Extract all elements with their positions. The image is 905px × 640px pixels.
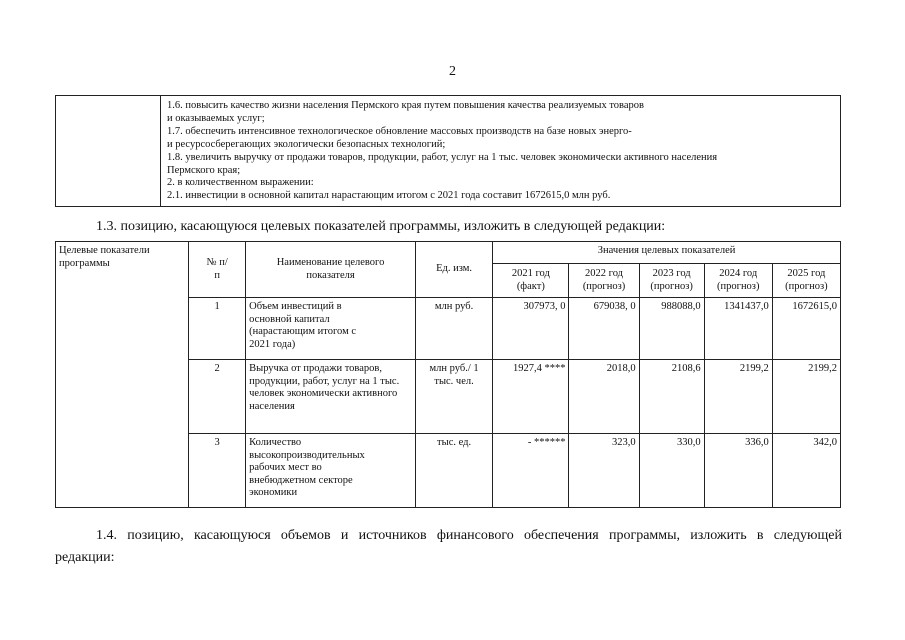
- goal-line: Пермского края;: [167, 164, 241, 176]
- goal-line: 1.7. обеспечить интенсивное технологическое обновление массовых производств на базе новых энерго-: [167, 125, 632, 137]
- header-unit: Ед. изм.: [415, 242, 492, 298]
- row-value-2024: 1341437,0: [704, 298, 772, 360]
- empty-label-cell: [56, 96, 161, 207]
- page-number: 2: [449, 64, 456, 79]
- row-num: 2: [189, 360, 246, 434]
- goal-line: 2.1. инвестиции в основной капитал нарастающим итогом с 2021 года составит 1672615,0 млн руб.: [167, 190, 611, 202]
- header-values-group: Значения целевых показателей: [493, 242, 841, 264]
- goal-line: и ресурсосберегающих экологически безопасных технологий;: [167, 138, 446, 150]
- row-value-2025: 1672615,0: [772, 298, 840, 360]
- header-year-2021: 2021 год (факт): [493, 264, 569, 298]
- header-year-2025: 2025 год (прогноз): [772, 264, 840, 298]
- target-indicators-table: [55, 241, 841, 508]
- row-num: 3: [189, 434, 246, 508]
- row-value-2023: 330,0: [639, 434, 704, 508]
- goal-line: 2. в количественном выражении:: [167, 177, 314, 189]
- goal-line: и оказываемых услуг;: [167, 112, 265, 124]
- row-name: Объем инвестиций в основной капитал (нарастающим итогом с 2021 года): [246, 298, 416, 360]
- section-label-cell: [56, 242, 189, 508]
- header-name: Наименование целевого показателя: [246, 242, 416, 298]
- header-num: № п/п: [189, 242, 246, 298]
- row-unit: млн руб./ 1 тыс. чел.: [415, 360, 492, 434]
- paragraph-1-4-continuation: редакции:: [55, 550, 115, 565]
- goals-text-cell: [161, 96, 841, 207]
- header-year-2024: 2024 год (прогноз): [704, 264, 772, 298]
- row-unit: млн руб.: [415, 298, 492, 360]
- row-value-2025: 342,0: [772, 434, 840, 508]
- header-year-2023: 2023 год (прогноз): [639, 264, 704, 298]
- row-value-2025: 2199,2: [772, 360, 840, 434]
- row-value-2023: 988088,0: [639, 298, 704, 360]
- row-value-2022: 323,0: [569, 434, 639, 508]
- goals-continuation-table: [55, 95, 841, 207]
- row-value-2024: 336,0: [704, 434, 772, 508]
- row-value-2023: 2108,6: [639, 360, 704, 434]
- section-label: Целевые показатели программы: [59, 245, 150, 269]
- paragraph-1-4: 1.4. позицию, касающуюся объемов и источников финансового обеспечения программы, изложить в следующей: [96, 528, 842, 543]
- row-value-2021: 1927,4 ****: [493, 360, 569, 434]
- row-value-2021: 307973, 0: [493, 298, 569, 360]
- row-unit: тыс. ед.: [415, 434, 492, 508]
- row-name: Количество высокопроизводительных рабочих мест во внебюджетном секторе экономики: [246, 434, 416, 508]
- goal-line: 1.6. повысить качество жизни населения Пермского края путем повышения качества реализуемых товаров: [167, 100, 644, 111]
- row-value-2021: - ******: [493, 434, 569, 508]
- row-value-2022: 679038, 0: [569, 298, 639, 360]
- row-value-2024: 2199,2: [704, 360, 772, 434]
- header-year-2022: 2022 год (прогноз): [569, 264, 639, 298]
- row-num: 1: [189, 298, 246, 360]
- row-value-2022: 2018,0: [569, 360, 639, 434]
- goal-line: 1.8. увеличить выручку от продажи товаров, продукции, работ, услуг на 1 тыс. человек экономически активного населения: [167, 151, 718, 163]
- paragraph-1-3: 1.3. позицию, касающуюся целевых показателей программы, изложить в следующей редакции:: [96, 219, 666, 234]
- row-name: Выручка от продажи товаров, продукции, работ, услуг на 1 тыс. человек экономически активного населения: [246, 360, 416, 434]
